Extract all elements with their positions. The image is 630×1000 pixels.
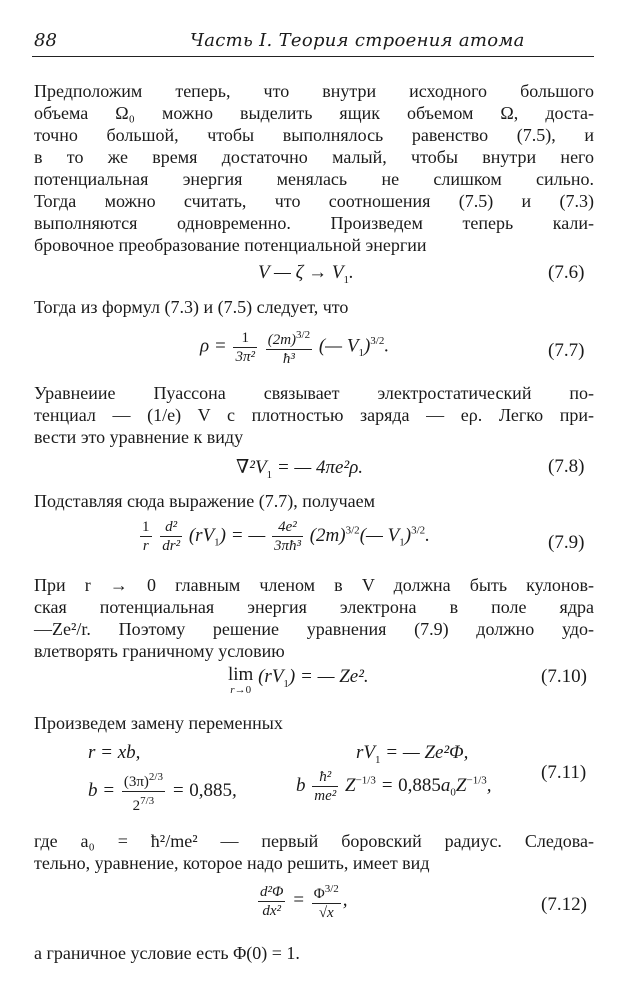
text-line: Подставляя сюда выражение (7.7), получаем	[34, 491, 375, 511]
paragraph-4	[34, 490, 594, 512]
page-number: 88	[34, 30, 57, 51]
text-line: Произведем замену переменных	[34, 713, 283, 733]
header-rule	[32, 56, 594, 57]
text-line: тельно, уравнение, которое надо решить, имеет вид	[34, 853, 430, 873]
equation-7-11-b: b = $\frac{(3\pi)^{2/3}}{2^{7/3}}$ = 0,885,	[88, 768, 237, 815]
paragraph-5	[34, 574, 594, 662]
text-line: Тогда из формул (7.3) и (7.5) следует, что	[34, 297, 349, 317]
equation-number: (7.9)	[548, 532, 585, 553]
equation-number: (7.7)	[548, 340, 585, 361]
equation-7-10: lim r→0 $(rV_1)$ = — Ze².	[228, 664, 369, 696]
equation-number: (7.10)	[541, 666, 587, 687]
equation-number: (7.12)	[541, 894, 587, 915]
text-line: влетворять граничному условию	[34, 641, 285, 661]
equation-number: (7.11)	[541, 762, 587, 783]
equation-7-12: $\frac{\text{d²Φ}}{\text{dx²}}$ = $\frac{\Phi^{3/2}}{√x}$ ,	[256, 880, 348, 922]
paragraph-6	[34, 712, 594, 734]
text-line: При r → 0 главным членом в V должна быть кулонов-	[34, 575, 594, 595]
equation-7-11-rv: $rV_1$ = — Ze²Φ,	[356, 742, 469, 766]
text-line: тенциал — (1/e) V с плотностью заряда — eρ. Легко при-	[34, 405, 594, 425]
equation-7-11-r: r = xb,	[88, 742, 141, 763]
text-line: бровочное преобразование потенциальной энергии	[34, 235, 427, 255]
equation-number: (7.6)	[548, 262, 585, 283]
text-line: Предположим теперь, что внутри исходного большого	[34, 81, 594, 101]
b-value: 0,885	[189, 779, 233, 801]
equation-7-11-b2: b $\frac{\text{ħ²}}{\text{me²}}$ $Z^{-1/3} = 0,885a_0Z^{-1/3}$,	[296, 769, 492, 804]
running-title: Часть I. Теория строения атома	[190, 30, 525, 51]
paragraph-1	[34, 80, 594, 256]
equation-7-9: $\frac{1}{r}$ $\frac{\text{d²}}{\text{dr²}}$ $(rV_1)$ = — $\frac{\text{4e²}}{\text{3πħ³}}$ $(2m)^{3/2}(—$ $V_1)^{3/2}$.	[142, 519, 430, 554]
equation-number: (7.8)	[548, 456, 585, 477]
coef-value: 0,885	[398, 774, 441, 796]
text-line: объема Ω₀ можно выделить ящик объемом Ω, доста-	[34, 103, 594, 123]
text-line: точно большой, чтобы выполнялось равенство (7.5), и	[34, 125, 594, 145]
text-line: Тогда можно считать, что соотношения (7.5) и (7.3)	[34, 191, 594, 211]
paragraph-8	[34, 942, 594, 964]
paragraph-3	[34, 382, 594, 448]
text-line: где a₀ = ħ²/me² — первый боровский радиус. Следова-	[34, 831, 594, 851]
text-line: а граничное условие есть Φ(0) = 1.	[34, 943, 300, 963]
text-line: в то же время достаточно малый, чтобы внутри него	[34, 147, 594, 167]
text-line: потенциальная энергия менялась не слишком сильно.	[34, 169, 594, 189]
text-line: Уравнеиие Пуассона связывает электростатический по-	[34, 383, 594, 403]
text-line: выполняются одновременно. Произведем теперь кали-	[34, 213, 594, 233]
text-line: ская потенциальная энергия электрона в поле ядра	[34, 597, 594, 617]
equation-7-8: $\nabla^2V_1$ = — 4πe²ρ.	[236, 457, 364, 481]
paragraph-2	[34, 296, 594, 318]
text-line: —Ze²/r. Поэтому решение уравнения (7.9) должно удо-	[34, 619, 594, 639]
paragraph-7	[34, 830, 594, 874]
equation-7-6: V — $\zeta \to V_1$.	[258, 262, 354, 286]
equation-7-7: ρ = $\frac{1}{\text{3π²}}$ $\frac{(2m)^{3/2}}{\text{ħ³}}$ (— $V_1)^{3/2}$.	[200, 326, 389, 368]
text-line: вести это уравнение к виду	[34, 427, 244, 447]
